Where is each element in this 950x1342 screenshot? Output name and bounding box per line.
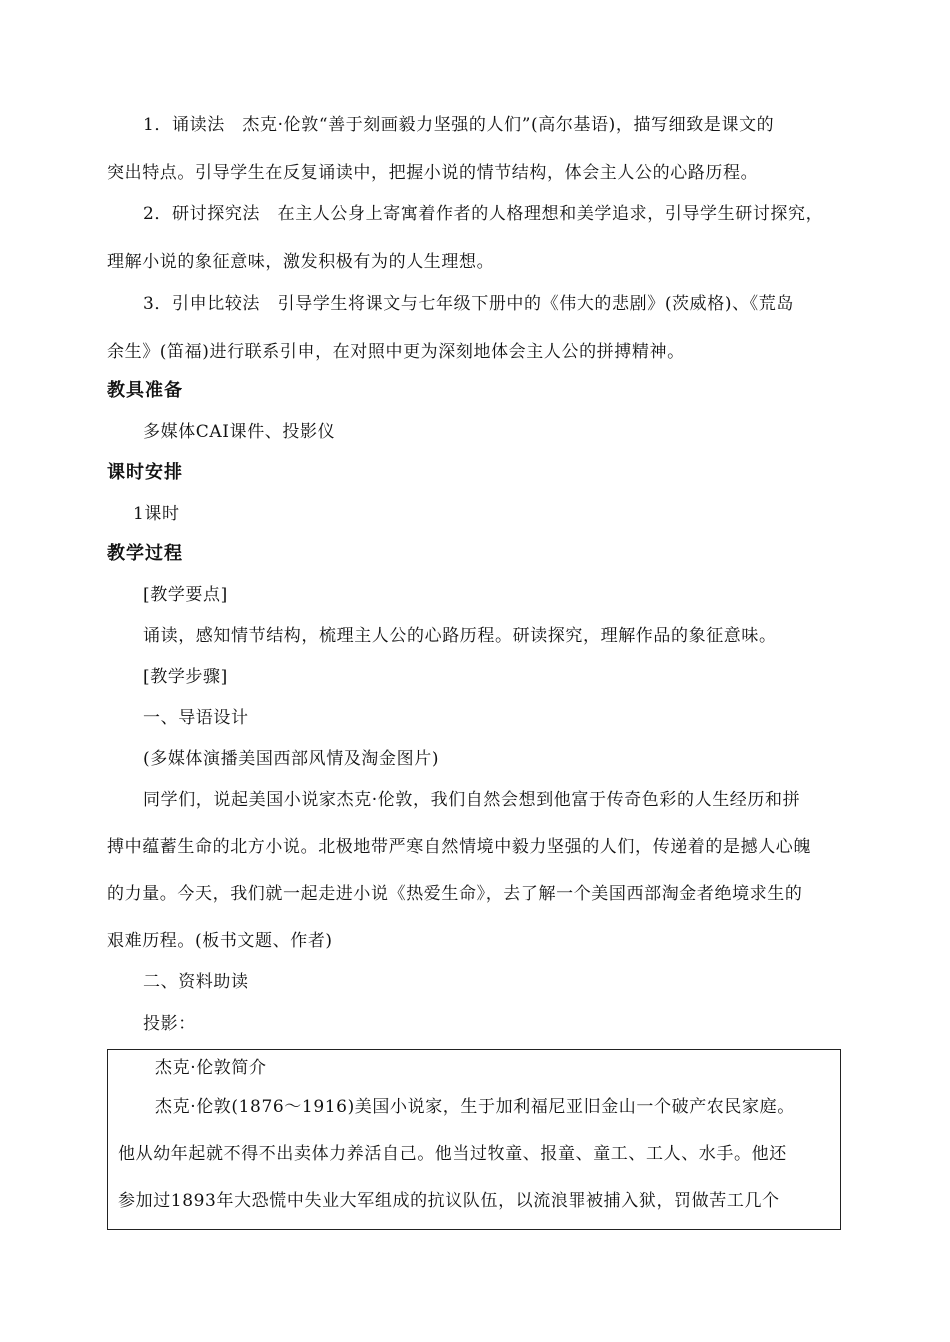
projection-label: 投影： (143, 1014, 196, 1034)
equipment-text: 多媒体CAI课件、投影仪 (143, 422, 336, 442)
equipment-heading: 教具准备 (107, 380, 183, 401)
intro-line-3: 的力量。今天，我们就一起走进小说《热爱生命》，去了解一个美国西部淘金者绝境求生的 (107, 884, 803, 904)
intro-line-2: 搏中蕴蓄生命的北方小说。北极地带严寒自然情境中毅力坚强的人们，传递着的是撼人心魄 (107, 837, 811, 857)
step1-title: 一、导语设计 (143, 708, 249, 728)
schedule-text: 1课时 (133, 504, 180, 524)
points-label: [教学要点] (143, 585, 228, 605)
intro-line-1: 同学们，说起美国小说家杰克·伦敦，我们自然会想到他富于传奇色彩的人生经历和拼 (143, 790, 801, 810)
schedule-heading: 课时安排 (107, 462, 183, 483)
step1-note: (多媒体演播美国西部风情及淘金图片) (143, 749, 440, 769)
step2-title: 二、资料助读 (143, 972, 249, 992)
method-2-line-1: 2．研讨探究法 在主人公身上寄寓着作者的人格理想和美学追求，引导学生研讨探究， (143, 204, 824, 224)
method-3-line-1: 3．引申比较法 引导学生将课文与七年级下册中的《伟大的悲剧》(茨威格)、《荒岛 (143, 294, 794, 314)
infobox-title: 杰克·伦敦简介 (155, 1058, 267, 1078)
process-heading: 教学过程 (107, 543, 183, 564)
method-1-line-1: 1．诵读法 杰克·伦敦“善于刻画毅力坚强的人们”(高尔基语)，描写细致是课文的 (143, 115, 775, 135)
infobox-line-1: 杰克·伦敦(1876～1916)美国小说家，生于加利福尼亚旧金山一个破产农民家庭。 (155, 1097, 795, 1117)
infobox-line-3: 参加过1893年大恐慌中失业大军组成的抗议队伍，以流浪罪被捕入狱，罚做苦工几个 (118, 1191, 780, 1211)
points-text: 诵读，感知情节结构，梳理主人公的心路历程。研读探究，理解作品的象征意味。 (143, 626, 777, 646)
method-1-line-2: 突出特点。引导学生在反复诵读中，把握小说的情节结构，体会主人公的心路历程。 (107, 163, 759, 183)
steps-label: [教学步骤] (143, 667, 228, 687)
intro-line-4: 艰难历程。(板书文题、作者) (107, 931, 333, 951)
method-3-line-2: 余生》(笛福)进行联系引申，在对照中更为深刻地体会主人公的拼搏精神。 (107, 342, 685, 362)
infobox-line-2: 他从幼年起就不得不出卖体力养活自己。他当过牧童、报童、童工、工人、水手。他还 (118, 1144, 787, 1164)
method-2-line-2: 理解小说的象征意味，激发积极有为的人生理想。 (107, 252, 495, 272)
